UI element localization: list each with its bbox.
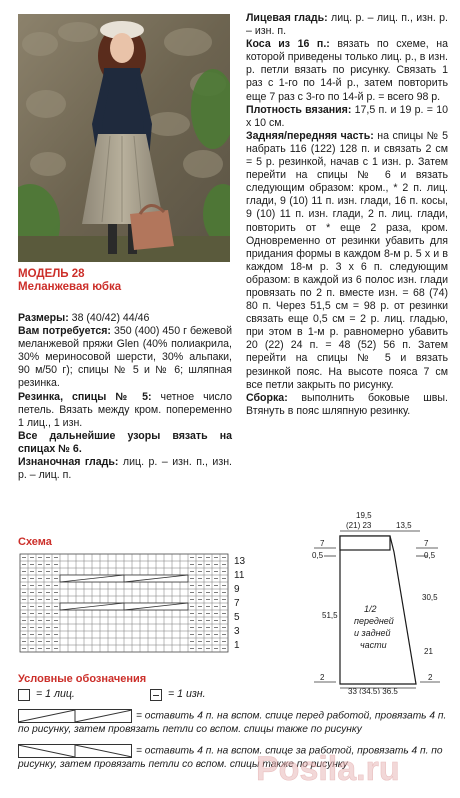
gauge-value: 17,5 п. и 19 р. = 10 х 10 см. [246,103,448,129]
assembly-value: выполнить боковые швы. Втянуть в пояс шляпную резинку. [246,391,448,417]
diagram-waistband [340,536,390,550]
model-photo [18,14,230,262]
chart-row-number: 7 [234,598,240,609]
diagram-skirt-outline [340,536,416,684]
further-paragraph [18,430,232,456]
diagram-side-05-right: 0,5 [424,551,436,560]
chart-row-number: 11 [234,570,245,581]
needs-paragraph [18,325,232,390]
chart-grid [20,554,228,652]
model-photo-illustration [18,14,230,262]
gauge-paragraph [246,104,448,130]
legend-heading: Условные обозначения [18,673,147,685]
cable-label: Коса из 16 п.: [246,38,330,51]
diagram-top-width-sizes: (21) 23 [346,521,372,530]
sizes-value: 38 (40/42) 44/46 [68,312,150,324]
diagram-height-left: 51,5 [322,611,338,620]
diagram-bottom-left: 2 [320,673,325,682]
diagram-side-05-left: 0,5 [312,551,324,560]
legend-knit-text: = 1 лиц. [36,688,75,700]
diagram-label-1: 1/2 [364,604,377,614]
sizes-label: Размеры: [18,312,69,324]
panel-value: на спицы № 5 набрать 116 (122) 128 п. и связать 2 см = 5 р. резинкой, начав с 1 изн. р. Затем перейти на спицы № 6 и вязать следующим образом: кром., * 2 п. лиц. глади, 9 (10) 11 п. изн. глади, 16 п. косы, 9 (10) 11 п. изн. глади, 2 п. лиц. глади, повторить от * еще 2 раза, кром. Одновременно от резинки убавить для придания формы в каждом 8-м р. 5 х и в каждом 18-м р. 3 х 6 п. следующим образом: в каждой из 6 полос изн. глади провязать по 2 п. вместе изн. = 68 (74) 80 п. Через 51,5 см = 98 р. от резинки связать еще 0,5 см = 2 р. лиц. гладью, при этом в 1-м р. равномерно убавить 20 (22) 24 п. = 48 (52) 56 п. Затем перейти на спицы № 5 и вязать резинкой пояс. На высоте пояса 7 см все петли закрыть по рисунку. [246,129,449,391]
chart-row-number: 1 [234,640,240,651]
skirt-diagram [304,508,454,698]
rib-paragraph [18,391,232,430]
stockinette-label: Лицевая гладь: [246,12,328,24]
needs-value: 350 (400) 450 г бежевой меланжевой пряжи Glen (40% полиакрила, 30% мериносовой шерсти, 30% альпаки, 90 м/50 г); спицы № 5 и № 6; шляпная резинка. [18,325,232,390]
diagram-side-7-right: 7 [424,539,429,548]
diagram-height-right-lower: 21 [424,647,433,656]
legend-cable-back-text: = оставить 4 п. на вспом. спице перед работой, провязать 4 п. по рисунку, затем провязать петли со вспом. спицы также по рисунку [18,710,447,735]
gauge-label: Плотность вязания: [246,103,352,116]
cable-back-symbol-icon [18,709,132,723]
diagram-label-3: и задней [354,628,391,638]
watermark-text: Posila.ru [256,750,400,788]
legend-purl-text: = 1 изн. [168,688,206,700]
further-label: Все дальнейшие узоры вязать на спицах № 6. [18,429,232,455]
model-title: МОДЕЛЬ 28 [18,268,85,280]
reverse-paragraph [18,456,232,482]
knit-symbol-icon [18,689,30,701]
cable-value: вязать по схеме, на которой приведены только лиц. р., в изн. р. петли вязать по рисунку. Связать 1 раз с 1-го по 14-й р., затем повторить еще 7 раз с 3-го по 14-й р. = всего 98 р. [246,38,448,103]
chart-row-number: 9 [234,584,240,595]
model-subtitle: Меланжевая юбка [18,281,122,293]
schema-heading: Схема [18,536,52,548]
chart-row-number: 5 [234,612,240,623]
knitting-chart [18,552,268,660]
assembly-label: Сборка: [246,391,288,404]
diagram-label-2: передней [354,616,394,626]
diagram-height-right-upper: 30,5 [422,593,438,602]
diagram-top-right: 13,5 [396,521,412,530]
assembly-paragraph [246,392,448,418]
skirt-diagram-svg [304,508,454,694]
legend-purl [150,688,206,701]
rib-value: четное число петель. Вязать между кром. попеременно 1 лиц., 1 изн. [18,390,233,429]
chart-row-number: 3 [234,626,240,637]
diagram-label-4: части [360,640,387,650]
diagram-side-7-left: 7 [320,539,325,548]
right-column [246,12,448,418]
diagram-top-width: 19,5 [356,511,372,520]
needs-label: Вам потребуется: [18,325,111,338]
watermark-logo [252,742,452,790]
legend-knit [18,688,75,701]
cable-paragraph [246,38,448,103]
rib-label: Резинка, спицы № 5: [18,390,152,403]
legend-cable-back [18,709,448,736]
chart-row-number: 13 [234,556,246,567]
knitting-chart-svg [18,552,268,656]
stockinette-value: лиц. р. – лиц. п., изн. р. – изн. п. [246,12,448,38]
stockinette-paragraph [246,12,448,38]
panel-label: Задняя/передняя часть: [246,129,374,142]
sizes-paragraph [18,312,232,325]
legend-cable-front-text: = оставить 4 п. на вспом. спице за работой, провязать 4 п. по рисунку, затем провязать петли со вспом. спицы также по рисунку [18,745,443,770]
diagram-bottom-width: 33 (34,5) 36,5 [348,687,398,694]
cable-front-symbol-icon [18,744,132,758]
diagram-bottom-right: 2 [428,673,433,682]
panel-paragraph [246,130,448,392]
purl-symbol-icon [150,689,162,701]
reverse-label: Изнаночная гладь: [18,456,119,469]
left-column [18,312,232,482]
reverse-value: лиц. р. – изн. п., изн. р. – лиц. п. [18,456,232,482]
